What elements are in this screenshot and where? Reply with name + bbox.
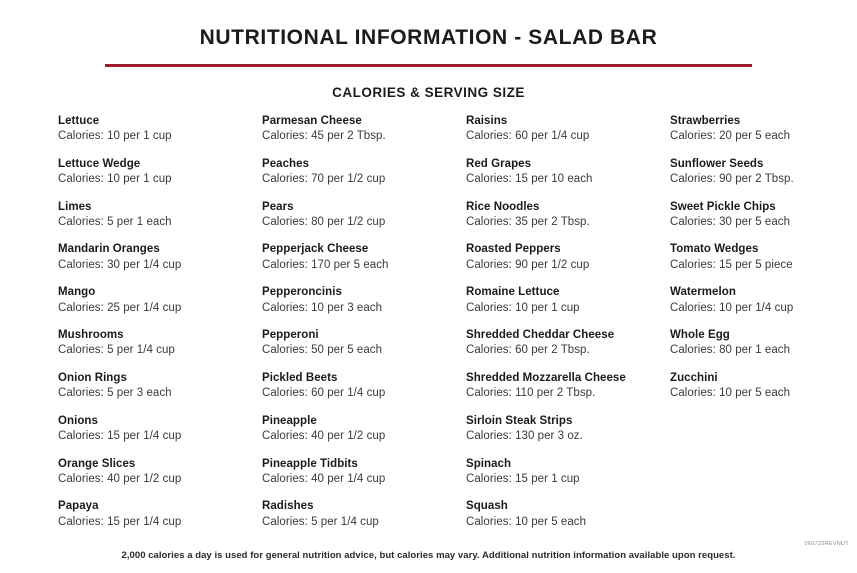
list-item bbox=[466, 285, 656, 315]
item-calories: Calories: 80 per 1 each bbox=[670, 344, 791, 357]
item-name: Spinach bbox=[466, 457, 512, 470]
list-item bbox=[466, 200, 656, 230]
item-name: Rice Noodles bbox=[466, 200, 540, 213]
item-name: Mango bbox=[58, 286, 96, 299]
item-calories: Calories: 30 per 1/4 cup bbox=[58, 258, 182, 271]
item-name: Radishes bbox=[262, 500, 314, 513]
item-name: Shredded Cheddar Cheese bbox=[466, 329, 615, 342]
item-calories: Calories: 5 per 3 each bbox=[58, 387, 172, 400]
item-calories: Calories: 20 per 5 each bbox=[670, 130, 791, 143]
item-calories: Calories: 90 per 1/2 cup bbox=[466, 258, 590, 271]
item-calories: Calories: 10 per 1 cup bbox=[466, 301, 580, 314]
list-item bbox=[262, 414, 452, 444]
list-item bbox=[262, 242, 452, 272]
item-calories: Calories: 60 per 2 Tbsp. bbox=[466, 344, 590, 357]
item-calories: Calories: 45 per 2 Tbsp. bbox=[262, 130, 386, 143]
item-calories: Calories: 15 per 5 piece bbox=[670, 258, 793, 271]
list-item bbox=[262, 157, 452, 187]
list-item bbox=[58, 114, 248, 144]
item-name: Mandarin Oranges bbox=[58, 243, 160, 256]
item-calories: Calories: 15 per 1/4 cup bbox=[58, 515, 182, 528]
item-name: Pepperjack Cheese bbox=[262, 243, 369, 256]
item-name: Parmesan Cheese bbox=[262, 115, 362, 127]
list-item bbox=[58, 157, 248, 187]
list-item bbox=[58, 371, 248, 401]
item-calories: Calories: 40 per 1/2 cup bbox=[58, 472, 182, 485]
item-name: Strawberries bbox=[670, 115, 741, 127]
list-item bbox=[466, 328, 656, 358]
list-item bbox=[466, 114, 656, 144]
item-name: Onions bbox=[58, 414, 98, 427]
item-calories: Calories: 80 per 1/2 cup bbox=[262, 216, 386, 228]
item-name: Pears bbox=[262, 200, 294, 213]
item-calories: Calories: 25 per 1/4 cup bbox=[58, 301, 182, 314]
list-item bbox=[670, 285, 857, 315]
item-name: Limes bbox=[58, 200, 92, 213]
item-calories: Calories: 10 per 1 cup bbox=[58, 130, 172, 143]
item-name: Squash bbox=[466, 500, 508, 513]
column-1 bbox=[58, 114, 248, 542]
list-item bbox=[466, 371, 656, 401]
item-name: Red Grapes bbox=[466, 157, 532, 170]
list-item bbox=[262, 328, 452, 358]
list-item bbox=[262, 285, 452, 315]
item-calories: Calories: 10 per 5 each bbox=[670, 387, 791, 400]
item-calories: Calories: 15 per 10 each bbox=[466, 173, 593, 186]
list-item bbox=[670, 371, 857, 401]
section-subtitle: CALORIES & SERVING SIZE bbox=[332, 85, 525, 100]
list-item bbox=[58, 242, 248, 272]
item-name: Pickled Beets bbox=[262, 371, 338, 384]
list-item bbox=[58, 414, 248, 444]
item-name: Tomato Wedges bbox=[670, 243, 759, 256]
column-3 bbox=[466, 114, 656, 542]
item-name: Shredded Mozzarella Cheese bbox=[466, 371, 626, 384]
list-item bbox=[58, 328, 248, 358]
item-name: Sirloin Steak Strips bbox=[466, 414, 573, 427]
list-item bbox=[58, 285, 248, 315]
item-name: Pineapple Tidbits bbox=[262, 457, 358, 470]
list-item bbox=[262, 114, 452, 144]
list-item bbox=[670, 200, 857, 230]
item-calories: Calories: 50 per 5 each bbox=[262, 344, 383, 357]
item-name: Roasted Peppers bbox=[466, 243, 561, 256]
item-calories: Calories: 10 per 1 cup bbox=[58, 173, 172, 186]
list-item bbox=[466, 457, 656, 487]
list-item bbox=[670, 114, 857, 144]
item-name: Onion Rings bbox=[58, 371, 127, 384]
item-name: Watermelon bbox=[670, 286, 736, 299]
list-item bbox=[670, 157, 857, 187]
page-title: NUTRITIONAL INFORMATION - SALAD BAR bbox=[199, 26, 658, 49]
title-divider bbox=[105, 64, 752, 67]
list-item bbox=[58, 499, 248, 529]
item-name: Pepperoncinis bbox=[262, 286, 342, 299]
item-name: Lettuce bbox=[58, 115, 100, 127]
list-item bbox=[58, 457, 248, 487]
item-calories: Calories: 90 per 2 Tbsp. bbox=[670, 173, 794, 186]
list-item bbox=[58, 200, 248, 230]
item-calories: Calories: 60 per 1/4 cup bbox=[466, 130, 590, 143]
item-name: Zucchini bbox=[670, 371, 718, 384]
nutrition-document bbox=[0, 26, 857, 573]
list-item bbox=[670, 328, 857, 358]
document-code: 060722REVNUT bbox=[804, 541, 849, 547]
item-calories: Calories: 35 per 2 Tbsp. bbox=[466, 216, 590, 228]
item-calories: Calories: 15 per 1 cup bbox=[466, 472, 580, 485]
item-name: Lettuce Wedge bbox=[58, 157, 141, 170]
list-item bbox=[262, 499, 452, 529]
footer-disclaimer: 2,000 calories a day is used for general nutrition advice, but calories may vary. Additional nutrition information available upon request. bbox=[121, 550, 736, 561]
list-item bbox=[466, 499, 656, 529]
item-name: Orange Slices bbox=[58, 457, 136, 470]
item-calories: Calories: 40 per 1/2 cup bbox=[262, 430, 386, 443]
item-columns bbox=[52, 114, 805, 542]
item-calories: Calories: 130 per 3 oz. bbox=[466, 430, 583, 443]
list-item bbox=[262, 200, 452, 230]
list-item bbox=[466, 414, 656, 444]
item-calories: Calories: 15 per 1/4 cup bbox=[58, 430, 182, 443]
list-item bbox=[262, 371, 452, 401]
item-calories: Calories: 170 per 5 each bbox=[262, 258, 389, 271]
item-name: Papaya bbox=[58, 500, 99, 513]
list-item bbox=[466, 157, 656, 187]
item-calories: Calories: 110 per 2 Tbsp. bbox=[466, 387, 596, 400]
item-calories: Calories: 5 per 1 each bbox=[58, 216, 172, 228]
list-item bbox=[262, 457, 452, 487]
item-name: Raisins bbox=[466, 115, 508, 127]
item-calories: Calories: 5 per 1/4 cup bbox=[58, 344, 175, 357]
item-calories: Calories: 5 per 1/4 cup bbox=[262, 515, 379, 528]
list-item bbox=[670, 242, 857, 272]
item-name: Whole Egg bbox=[670, 329, 730, 342]
item-name: Sweet Pickle Chips bbox=[670, 200, 776, 213]
item-name: Sunflower Seeds bbox=[670, 157, 764, 170]
item-calories: Calories: 10 per 5 each bbox=[466, 515, 587, 528]
item-calories: Calories: 60 per 1/4 cup bbox=[262, 387, 386, 400]
column-4 bbox=[670, 114, 857, 542]
column-2 bbox=[262, 114, 452, 542]
item-name: Mushrooms bbox=[58, 329, 124, 342]
list-item bbox=[466, 242, 656, 272]
item-calories: Calories: 10 per 1/4 cup bbox=[670, 301, 794, 314]
item-calories: Calories: 40 per 1/4 cup bbox=[262, 472, 386, 485]
item-name: Peaches bbox=[262, 157, 310, 170]
item-name: Romaine Lettuce bbox=[466, 286, 560, 299]
item-name: Pineapple bbox=[262, 414, 317, 427]
item-calories: Calories: 30 per 5 each bbox=[670, 216, 791, 228]
item-calories: Calories: 70 per 1/2 cup bbox=[262, 173, 386, 186]
item-name: Pepperoni bbox=[262, 329, 319, 342]
item-calories: Calories: 10 per 3 each bbox=[262, 301, 383, 314]
